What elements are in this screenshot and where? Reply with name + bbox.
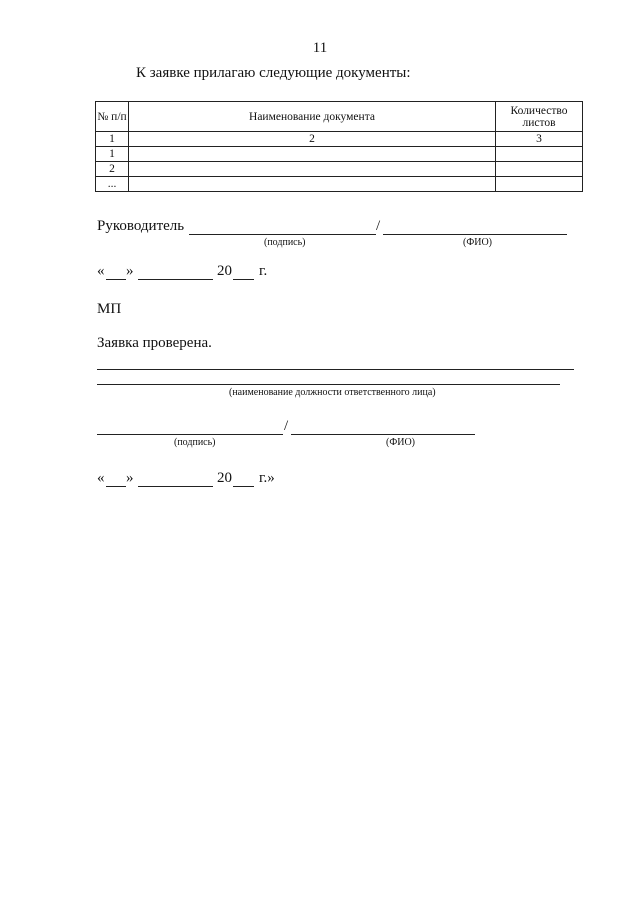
numbering-no: 1 (96, 132, 129, 147)
documents-table (95, 101, 583, 192)
date-month-line (138, 279, 213, 280)
checker-slash: / (284, 418, 289, 434)
table-header-row (96, 102, 583, 132)
table-numbering-row (96, 132, 583, 147)
date-day-line (106, 279, 126, 280)
signature-line (189, 234, 376, 235)
checked-label: Заявка проверена. (97, 335, 212, 351)
date-suffix: г. (259, 263, 268, 279)
seal-label: МП (97, 301, 122, 317)
header-name: Наименование документа (129, 102, 496, 132)
name-line (383, 234, 567, 235)
date-year-prefix: 20 (217, 263, 232, 279)
checker-line-1 (97, 369, 574, 370)
row-no: ... (96, 177, 129, 192)
checker-signature-line (97, 434, 283, 435)
date2-year-prefix: 20 (217, 470, 232, 486)
row-count (496, 162, 583, 177)
date2-month-line (138, 486, 213, 487)
signature-caption: (подпись) (264, 237, 306, 248)
row-no: 1 (96, 147, 129, 162)
checker-signature-caption: (подпись) (174, 437, 216, 448)
date2-suffix: г.» (259, 470, 275, 486)
table-row (96, 162, 583, 177)
checker-line-2 (97, 384, 560, 385)
slash: / (376, 218, 381, 234)
name-caption: (ФИО) (463, 237, 493, 248)
row-name (129, 177, 496, 192)
head-label: Руководитель (97, 218, 185, 234)
row-name (129, 162, 496, 177)
checker-name-caption: (ФИО) (386, 437, 416, 448)
row-count (496, 147, 583, 162)
numbering-count: 3 (496, 132, 583, 147)
page-number: 11 (312, 40, 328, 56)
row-name (129, 147, 496, 162)
checker-name-line (291, 434, 475, 435)
date-open-quote: « (97, 263, 105, 279)
position-caption: (наименование должности ответственного лица) (229, 387, 436, 398)
intro-text: К заявке прилагаю следующие документы: (136, 65, 411, 81)
header-count: Количество листов (496, 102, 583, 132)
header-no: № п/п (96, 102, 129, 132)
date-year-line (233, 279, 254, 280)
row-no: 2 (96, 162, 129, 177)
date2-close-quote: » (126, 470, 134, 486)
numbering-name: 2 (129, 132, 496, 147)
date2-open-quote: « (97, 470, 105, 486)
row-count (496, 177, 583, 192)
table-row (96, 147, 583, 162)
date-close-quote: » (126, 263, 134, 279)
date2-day-line (106, 486, 126, 487)
date2-year-line (233, 486, 254, 487)
table-row (96, 177, 583, 192)
